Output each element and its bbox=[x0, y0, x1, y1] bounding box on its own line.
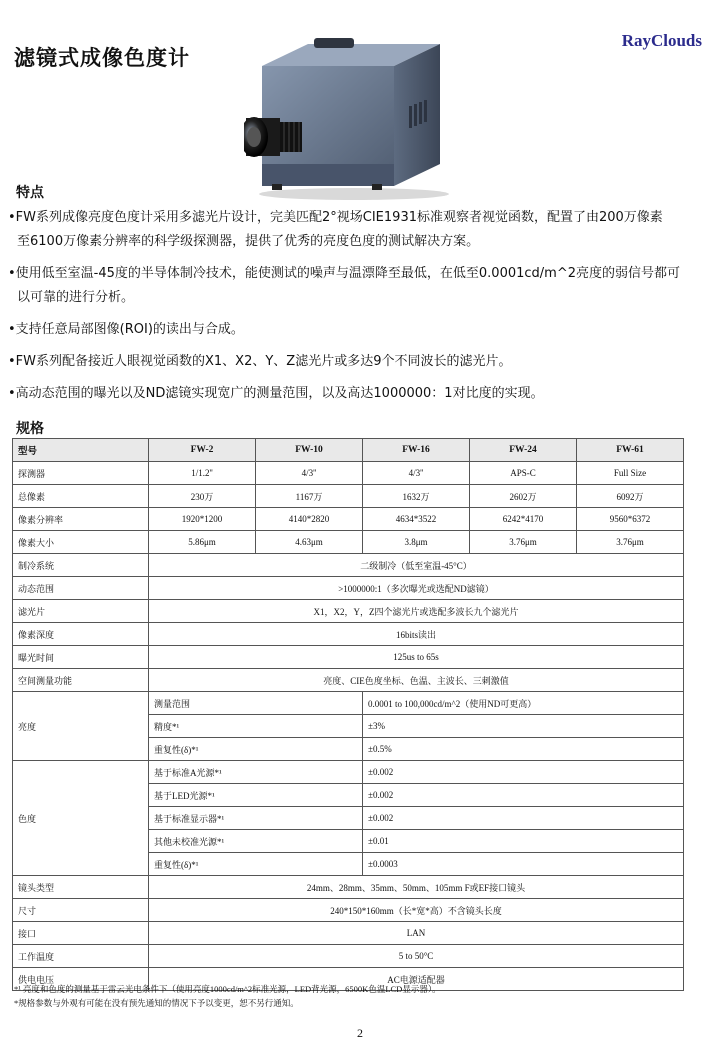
spec-value: ±0.002 bbox=[363, 761, 684, 784]
spec-value: 4/3'' bbox=[256, 462, 363, 485]
spec-value: 2602万 bbox=[470, 485, 577, 508]
spec-value: 9560*6372 bbox=[577, 508, 684, 531]
footnote: *规格参数与外观有可能在没有预先通知的情况下予以变更，恕不另行通知。 bbox=[14, 998, 299, 1008]
brand-logo: RayClouds bbox=[621, 31, 702, 50]
spec-label: 像素深度 bbox=[13, 623, 149, 646]
spec-sub-label: 测量范围 bbox=[149, 692, 363, 715]
spec-row bbox=[13, 508, 684, 531]
spec-row bbox=[13, 623, 684, 646]
spec-row bbox=[13, 922, 684, 945]
header-cell: FW-2 bbox=[149, 439, 256, 462]
spec-label: 像素大小 bbox=[13, 531, 149, 554]
spec-value: 1167万 bbox=[256, 485, 363, 508]
header-cell: 型号 bbox=[13, 439, 149, 462]
spec-sub-label: 精度*¹ bbox=[149, 715, 363, 738]
spec-label: 接口 bbox=[13, 922, 149, 945]
header-cell: FW-10 bbox=[256, 439, 363, 462]
feature-line: •高动态范围的曝光以及ND滤镜实现宽广的测量范围，以及高达1000000：1对比度的实现。 bbox=[8, 386, 544, 401]
feature-line: •FW系列配备接近人眼视觉函数的X1、X2、Y、Z滤光片或多达9个不同波长的滤光片。 bbox=[8, 354, 512, 369]
spec-value: 二级制冷（低至室温-45°C） bbox=[149, 554, 684, 577]
spec-row bbox=[13, 462, 684, 485]
page-number: 2 bbox=[357, 1026, 363, 1040]
feature-item bbox=[8, 206, 708, 254]
spec-label: 制冷系统 bbox=[13, 554, 149, 577]
spec-value: 4140*2820 bbox=[256, 508, 363, 531]
spec-sub-label: 其他未校准光源*¹ bbox=[149, 830, 363, 853]
specs-heading: 规格 bbox=[16, 421, 44, 437]
spec-value: 4634*3522 bbox=[363, 508, 470, 531]
spec-value: 6242*4170 bbox=[470, 508, 577, 531]
spec-value: ±0.0003 bbox=[363, 853, 684, 876]
spec-value: ±0.002 bbox=[363, 784, 684, 807]
feature-line: •使用低至室温-45度的半导体制冷技术，能使测试的噪声与温漂降至最低，在低至0.0001cd/m^2亮度的弱信号都可 bbox=[8, 266, 680, 281]
feature-line: 以可靠的进行分析。 bbox=[17, 290, 135, 305]
spec-value: AC电源适配器 bbox=[149, 968, 684, 991]
spec-row bbox=[13, 899, 684, 922]
page-title: 滤镜式成像色度计 bbox=[14, 46, 190, 70]
spec-row bbox=[13, 577, 684, 600]
spec-row bbox=[13, 669, 684, 692]
spec-label: 动态范围 bbox=[13, 577, 149, 600]
spec-value: 1632万 bbox=[363, 485, 470, 508]
spec-value: 5.86μm bbox=[149, 531, 256, 554]
spec-value: 0.0001 to 100,000cd/m^2（使用ND可更高） bbox=[363, 692, 684, 715]
spec-value: 6092万 bbox=[577, 485, 684, 508]
spec-label: 曝光时间 bbox=[13, 646, 149, 669]
spec-value: 125us to 65s bbox=[149, 646, 684, 669]
spec-row bbox=[13, 876, 684, 899]
spec-group-label: 亮度 bbox=[13, 692, 149, 761]
spec-table bbox=[12, 438, 684, 991]
spec-label: 镜头类型 bbox=[13, 876, 149, 899]
feature-item bbox=[8, 318, 708, 342]
spec-row bbox=[13, 600, 684, 623]
spec-value: Full Size bbox=[577, 462, 684, 485]
spec-value: >1000000:1（多次曝光或选配ND滤镜） bbox=[149, 577, 684, 600]
spec-value: 4.63μm bbox=[256, 531, 363, 554]
spec-value: ±0.01 bbox=[363, 830, 684, 853]
feature-item bbox=[8, 382, 708, 406]
spec-group-label: 色度 bbox=[13, 761, 149, 876]
spec-value: APS-C bbox=[470, 462, 577, 485]
spec-row bbox=[13, 692, 684, 715]
spec-label: 总像素 bbox=[13, 485, 149, 508]
feature-line: •支持任意局部图像(ROI)的读出与合成。 bbox=[8, 322, 244, 337]
spec-label: 供电电压 bbox=[13, 968, 149, 991]
spec-value: 1/1.2'' bbox=[149, 462, 256, 485]
spec-row bbox=[13, 945, 684, 968]
spec-value: 3.8μm bbox=[363, 531, 470, 554]
spec-value: 4/3'' bbox=[363, 462, 470, 485]
footnote: *¹ 亮度和色度的测量基于雷云光电条件下（使用亮度1000cd/m^2标准光源，LED背光源，6500K色温LCD显示器）。 bbox=[14, 984, 441, 994]
spec-sub-label: 基于LED光源*¹ bbox=[149, 784, 363, 807]
spec-label: 空间测量功能 bbox=[13, 669, 149, 692]
header-cell: FW-61 bbox=[577, 439, 684, 462]
spec-sub-label: 基于标准显示器*¹ bbox=[149, 807, 363, 830]
spec-value: X1，X2，Y，Z四个滤光片或选配多波长九个滤光片 bbox=[149, 600, 684, 623]
spec-value: 24mm、28mm、35mm、50mm、105mm F或EF接口镜头 bbox=[149, 876, 684, 899]
spec-value: ±3% bbox=[363, 715, 684, 738]
spec-header-row bbox=[13, 439, 684, 462]
spec-value: LAN bbox=[149, 922, 684, 945]
features-list bbox=[8, 206, 708, 414]
spec-value: 3.76μm bbox=[470, 531, 577, 554]
spec-value: 亮度、CIE色度坐标、色温、主波长、三刺激值 bbox=[149, 669, 684, 692]
feature-line: •FW系列成像亮度色度计采用多滤光片设计，完美匹配2°视场CIE1931标准观察者视觉函数，配置了由200万像素 bbox=[8, 210, 663, 225]
spec-row bbox=[13, 646, 684, 669]
spec-value: 230万 bbox=[149, 485, 256, 508]
spec-row bbox=[13, 761, 684, 784]
features-heading: 特点 bbox=[16, 185, 44, 201]
spec-value: 5 to 50°C bbox=[149, 945, 684, 968]
spec-label: 探测器 bbox=[13, 462, 149, 485]
spec-label: 像素分辨率 bbox=[13, 508, 149, 531]
spec-row bbox=[13, 531, 684, 554]
spec-value: 3.76μm bbox=[577, 531, 684, 554]
spec-value: 16bits读出 bbox=[149, 623, 684, 646]
spec-sub-label: 重复性(δ)*¹ bbox=[149, 738, 363, 761]
spec-sub-label: 重复性(δ)*¹ bbox=[149, 853, 363, 876]
spec-row bbox=[13, 485, 684, 508]
spec-label: 滤光片 bbox=[13, 600, 149, 623]
spec-value: ±0.002 bbox=[363, 807, 684, 830]
colorimeter-product-image bbox=[244, 36, 454, 204]
spec-label: 工作温度 bbox=[13, 945, 149, 968]
header-cell: FW-16 bbox=[363, 439, 470, 462]
spec-value: 240*150*160mm（长*宽*高）不含镜头长度 bbox=[149, 899, 684, 922]
footnotes bbox=[14, 982, 441, 1010]
spec-sub-label: 基于标准A光源*¹ bbox=[149, 761, 363, 784]
header-cell: FW-24 bbox=[470, 439, 577, 462]
spec-row bbox=[13, 554, 684, 577]
spec-value: ±0.5% bbox=[363, 738, 684, 761]
feature-line: 至6100万像素分辨率的科学级探测器，提供了优秀的亮度色度的测试解决方案。 bbox=[17, 234, 480, 249]
feature-item bbox=[8, 262, 708, 310]
feature-item bbox=[8, 350, 708, 374]
spec-value: 1920*1200 bbox=[149, 508, 256, 531]
spec-label: 尺寸 bbox=[13, 899, 149, 922]
